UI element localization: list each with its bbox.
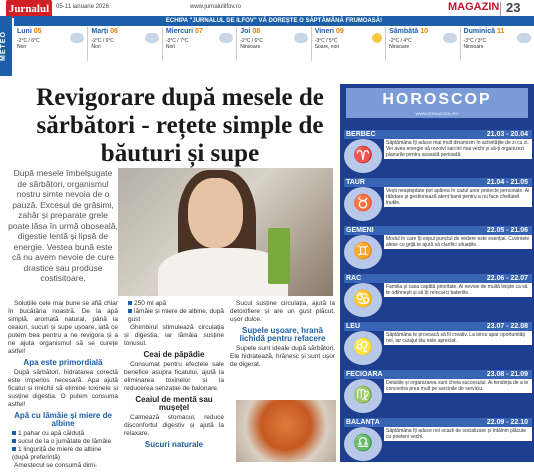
subheading: Apa este primordială <box>23 358 103 367</box>
sign-berbec: BERBEC 21.03 - 20.04 ♈ Săptămâna îți aduce mai mult dinamism în activitățile de zi cu zi. Vei avea energie să rezolvi sarcini mai vechi și să-ți organizezi planurile pentru această perioadă. <box>344 130 532 159</box>
weather-day: Joi 08 -2°C / 6°C Ninsoare <box>237 27 311 61</box>
list-item: sucul de la o jumătate de lămâie <box>8 438 118 446</box>
page-number: 23 <box>506 0 521 15</box>
sign-rac: RAC 22.06 - 22.07 ♋ Familia și casa capătă prioritate. Ai nevoie de multă liniște ca să te odihnești și să îți reîncarci bateriile. <box>344 274 532 297</box>
soup-photo <box>236 400 336 462</box>
cloud-icon <box>219 33 233 43</box>
libra-icon: ♎ <box>344 427 382 461</box>
cancer-icon: ♋ <box>344 283 382 317</box>
article-column-3: Sucul susține circulația, ajută la detoxifiere și are un gust plăcut, ușor dulce. Supele ușoare, hrană lichidă pentru refacere Supele sunt ideale după sărbători. Ele hidratează, hrănesc și sunt ușor de digerat. <box>230 300 335 368</box>
horoscope-title: HOROSCOP <box>346 88 528 118</box>
weather-label: METEO <box>0 16 12 76</box>
snow-icon <box>294 33 308 43</box>
newspaper-logo: Jurnalul <box>6 0 52 18</box>
issue-date: 05-11 ianuarie 2026 <box>56 4 109 10</box>
subheading: Sucuri naturale <box>144 440 204 449</box>
virgo-icon: ♍ <box>344 379 382 413</box>
weather-day: Duminică 11 -3°C / 3°C Ninsoare <box>461 27 534 61</box>
snow-icon <box>517 33 531 43</box>
sign-leu: LEU 23.07 - 22.08 ♌ Săptămâna te provoacă să fii creativ. La birou apar oportunități noi, iar curajul tău este apreciat. <box>344 322 532 345</box>
aries-icon: ♈ <box>344 139 382 173</box>
cloud-icon <box>70 33 84 43</box>
sign-taur: TAUR 21.04 - 21.05 ♉ Vești neașteptate pot apărea în cazul unor proiecte personale. Ai răbdare și gestionează atent banii pentru a nu face cheltuieli inutile. <box>344 178 532 207</box>
gemini-icon: ♊ <box>344 235 382 269</box>
section-name: MAGAZIN <box>448 1 500 13</box>
sign-fecioara: FECIOARA 23.08 - 21.09 ♍ Detaliile și organizarea sunt cheia succesului. Ai tendința de a te concentra prea mult pe sarcinile de serviciu. <box>344 370 532 393</box>
subheading: Ceai de păpădie <box>143 350 205 359</box>
green-juice-glass <box>268 228 290 284</box>
weather-banner: ECHIPA "JURNALUL DE ILFOV" VĂ DOREȘTE O SĂPTĂMÂNĂ FRUMOASĂ! <box>14 16 534 26</box>
article-photo <box>118 168 333 296</box>
weather-day: Miercuri 07 -3°C / 7°C Nori <box>163 27 237 61</box>
horoscope-source: WWW.ZODIACOOL.RO <box>415 111 459 116</box>
article-title: Revigorare după mesele de sărbători - rețete simple de băuturi și supe <box>36 84 324 167</box>
taurus-icon: ♉ <box>344 187 382 221</box>
weather-day: Marți 06 -2°C / 6°C Nori <box>88 27 162 61</box>
list-item: lămâie și miere de albine, după gust <box>128 308 224 323</box>
weather-day: Luni 05 -2°C / 6°C Nori <box>14 27 88 61</box>
leo-icon: ♌ <box>344 331 382 365</box>
article-column-2: 250 ml apă lămâie și miere de albine, după gust Ghimbirul stimulează circulația și digestia, iar lămâia susține tonusul. Ceai de păpădie Consumat pentru efectele sale benefice asupra ficatului, ajută la eliminarea toxinelor și la reducerea senzației de balonare. Ceaiul de mentă sau mușețel Calmează stomacul, reduce disconfortul digestiv și ajută la relaxare. Sucuri naturale <box>124 300 224 449</box>
list-item: 1 linguriță de miere de albine (după preferință) <box>12 446 102 461</box>
article-column-1: Soluțiile cele mai bune se află chiar în bucătăria noastră. De la apă simplă, aromată natural, până la ceaiuri, sucuri și supe ușoare, iată ce putem bea pentru a ne revigora și a ne ajuta organismul să se curețe astfel! Apa este primordială După sărbători, hidratarea corectă este imperios necesară. Apa ajută ficatul și rinichii să elimine toxinele și susține digestia. O putem consuma astfel! Apă cu lămâie și miere de albine 1 pahar cu apă călduță sucul de la o jumătate de lămâie 1 linguriță de miere de albine (după preferință) Amestecul se consumă dimi- <box>8 300 118 469</box>
subheading: Ceaiul de mentă sau mușețel <box>135 395 213 412</box>
weather-day: Vineri 09 -3°C / 5°C Soare, nori <box>312 27 386 61</box>
horoscope-panel <box>340 84 534 462</box>
site-url[interactable]: www.jurnalulilfov.ro <box>190 4 241 10</box>
weather-days <box>14 27 534 61</box>
list-item: 250 ml apă <box>124 300 224 308</box>
sign-balanta: BALANȚA 22.09 - 22.10 ♎ Săptămâna îți aduce noi ocazii de socializare și întâlniri plăcute cu prieteni vechi. <box>344 418 532 441</box>
weather-day: Sâmbătă 10 -2°C / 4°C Ninsoare <box>386 27 460 61</box>
cloud-icon <box>145 33 159 43</box>
subheading: Apă cu lămâie și miere de albine <box>14 411 112 428</box>
list-item: 1 pahar cu apă călduță <box>8 430 118 438</box>
article-lead: După mesele îmbelșugate de sărbători, organismul nostru simte nevoia de o pauză. Excesul de grăsimi, zahăr și preparate grele poate lăsa în urmă oboseală, digestie lentă și lipsă de energie. Vestea bună este că nu avem nevoie de cure drastice sau produse costisitoare. <box>8 168 118 283</box>
header-divider <box>500 2 501 16</box>
weather-strip <box>0 16 534 76</box>
sign-gemeni: GEMENI 22.05 - 21.06 ♊ Modul în care îți expui punctul de vedere este esențial. Cuvintele alese cu grijă te ajută să clarifici situațiile. <box>344 226 532 249</box>
subheading: Supele ușoare, hrană lichidă pentru refacere <box>239 326 326 343</box>
snow-icon <box>443 33 457 43</box>
